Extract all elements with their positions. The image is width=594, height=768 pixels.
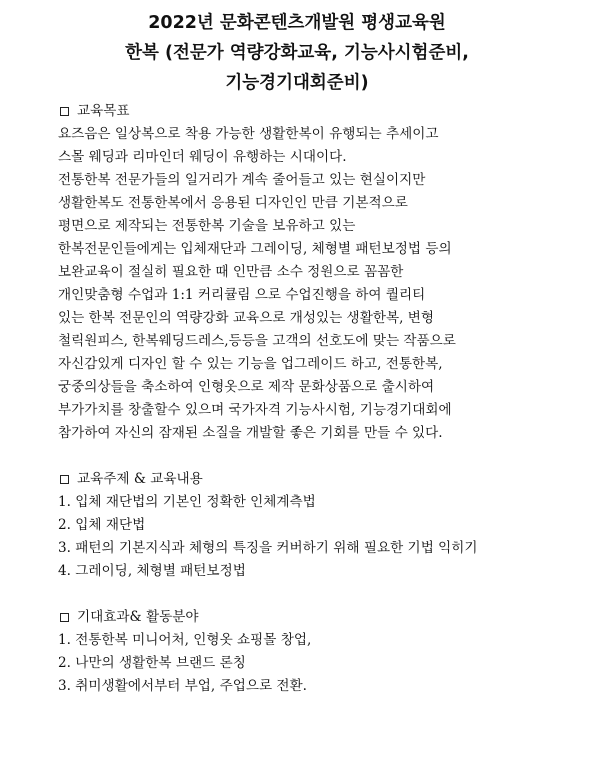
checkbox-icon	[60, 475, 69, 484]
title-line-1: 2022년 문화콘텐츠개발원 평생교육원	[148, 13, 446, 33]
section-spacer	[58, 583, 588, 606]
paragraph-line: 개인맞춤형 수업과 1:1 커리큘림 으로 수업진행을 하여 퀄리티	[58, 287, 426, 303]
section-content-list	[58, 491, 588, 583]
paragraph-line: 자신감있게 디자인 할 수 있는 기능을 업그레이드 하고, 전통한복,	[58, 356, 443, 372]
list-item: 1. 입체 재단법의 기본인 정확한 인체계측법	[58, 494, 316, 510]
paragraph-line: 철릭원피스, 한복웨딩드레스,등등을 고객의 선호도에 맞는 작품으로	[58, 333, 456, 349]
paragraph-line: 부가가치를 창출할수 있으며 국가자격 기능사시험, 기능경기대회에	[58, 402, 452, 418]
list-item: 4. 그레이딩, 체형별 패턴보정법	[58, 563, 246, 579]
section-heading-label: 기대효과& 활동분야	[77, 609, 199, 625]
section-goal-text	[58, 123, 588, 445]
section-spacer	[58, 445, 588, 468]
checkbox-icon	[60, 107, 69, 116]
paragraph-line: 보완교육이 절실히 필요한 때 인만큼 소수 정원으로 꼼꼼한	[58, 264, 404, 280]
list-item: 3. 취미생활에서부터 부업, 주업으로 전환.	[58, 678, 307, 694]
document-body	[58, 100, 588, 698]
title-line-3: 기능경기대회준비)	[225, 73, 369, 93]
list-item: 1. 전통한복 미니어처, 인형옷 쇼핑몰 창업,	[58, 632, 312, 648]
list-item: 2. 입체 재단법	[58, 517, 146, 533]
paragraph-line: 궁중의상들을 축소하여 인형옷으로 제작 문화상품으로 출시하여	[58, 379, 435, 395]
list-item: 3. 패턴의 기본지식과 체형의 특징을 커버하기 위해 필요한 기법 익히기	[58, 540, 478, 556]
section-heading-effects	[58, 606, 588, 629]
list-item: 2. 나만의 생활한복 브랜드 론칭	[58, 655, 246, 671]
paragraph-line: 한복전문인들에게는 입체재단과 그레이딩, 체형별 패턴보정법 등의	[58, 241, 452, 257]
title-line-2: 한복 (전문가 역량강화교육, 기능사시험준비,	[125, 43, 469, 63]
paragraph-line: 전통한복 전문가들의 일거리가 계속 줄어들고 있는 현실이지만	[58, 172, 426, 188]
section-heading-label: 교육목표	[77, 103, 130, 119]
paragraph-line: 스몰 웨딩과 리마인더 웨딩이 유행하는 시대이다.	[58, 149, 347, 165]
paragraph-line: 요즈음은 일상복으로 착용 가능한 생활한복이 유행되는 추세이고	[58, 126, 439, 142]
section-heading-content	[58, 468, 588, 491]
paragraph-line: 참가하여 자신의 잠재된 소질을 개발할 좋은 기회를 만들 수 있다.	[58, 425, 443, 441]
section-heading-label: 교육주제 & 교육내용	[77, 471, 203, 487]
section-heading-goal	[58, 100, 588, 123]
document-title	[0, 8, 594, 98]
checkbox-icon	[60, 613, 69, 622]
paragraph-line: 있는 한복 전문인의 역량강화 교육으로 개성있는 생활한복, 변형	[58, 310, 434, 326]
section-effects-list	[58, 629, 588, 698]
paragraph-line: 평면으로 제작되는 전통한복 기술을 보유하고 있는	[58, 218, 356, 234]
paragraph-line: 생활한복도 전통한복에서 응용된 디자인인 만큼 기본적으로	[58, 195, 408, 211]
